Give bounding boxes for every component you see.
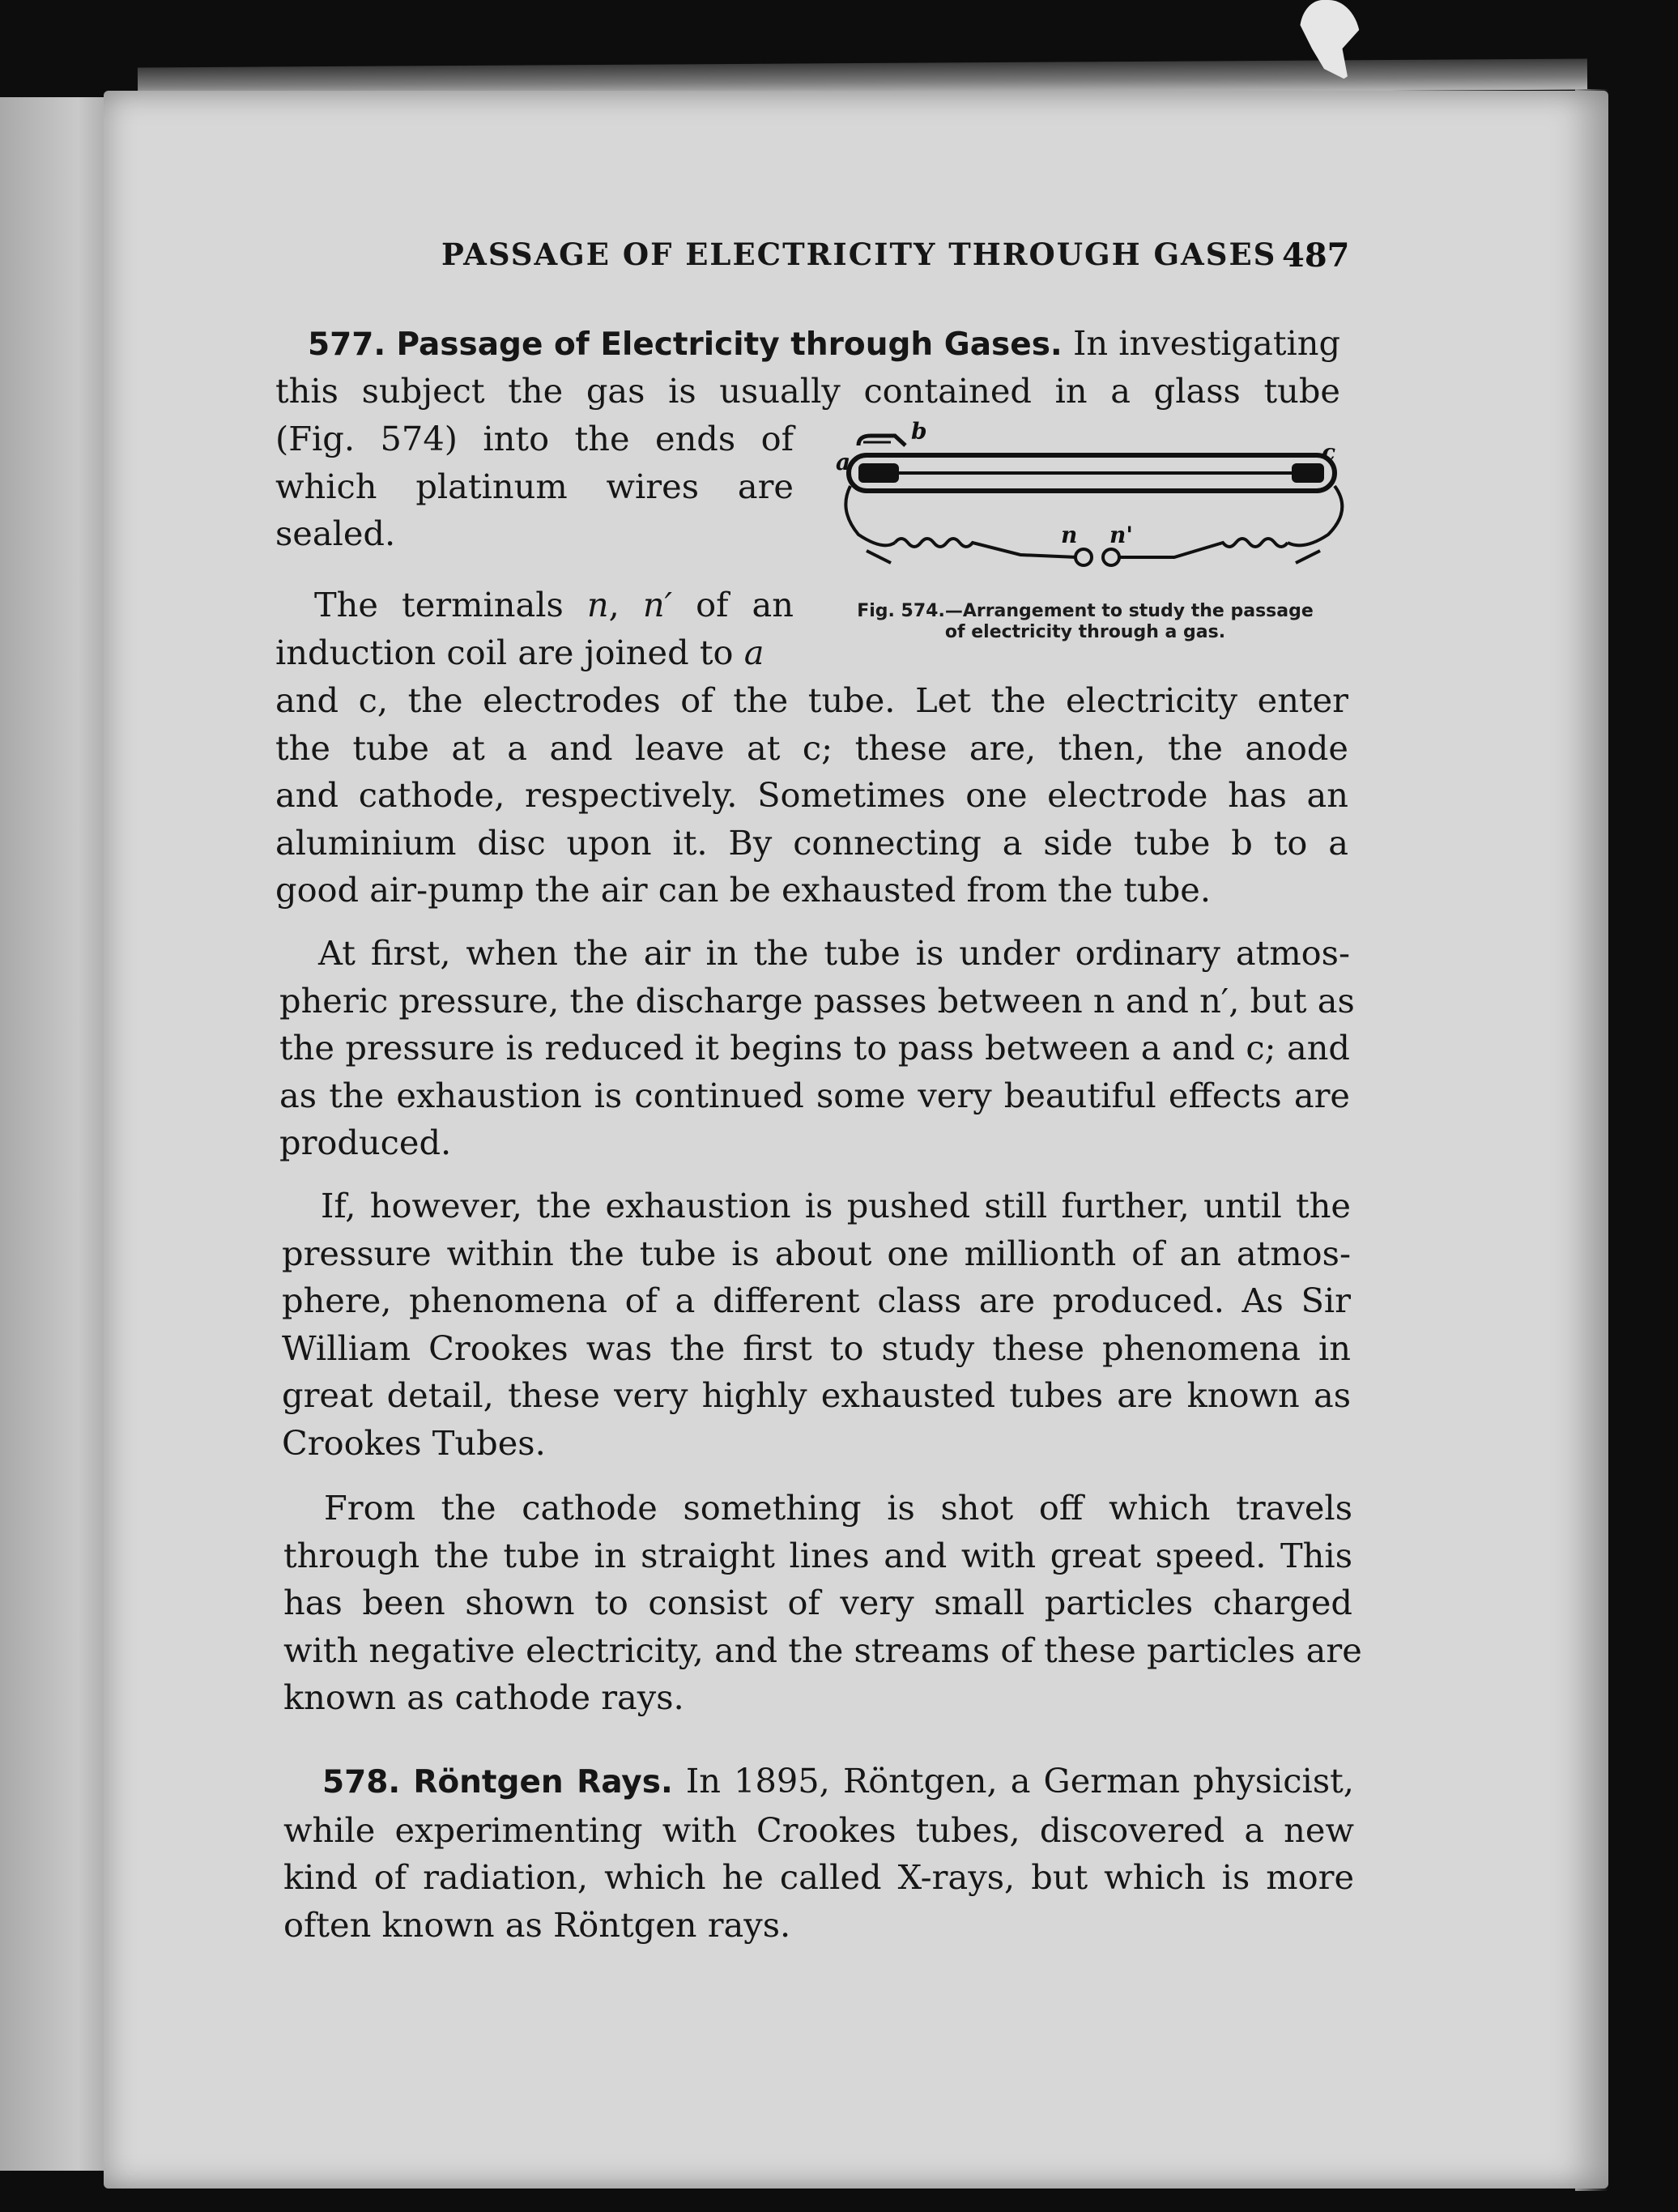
- text-line: If, however, the exhaustion is pushed still further, until the: [321, 1186, 1351, 1225]
- section-577: [308, 320, 1340, 369]
- text-run: induction coil are joined to: [275, 632, 744, 672]
- symbol-n-prime: n′: [642, 585, 673, 624]
- figure-caption: [818, 601, 1352, 643]
- text-line: sealed.: [275, 514, 396, 553]
- symbol-n: n: [586, 585, 609, 624]
- paragraph-crookes: [282, 1183, 1351, 1467]
- text-line: In 1895, Röntgen, a German physicist,: [685, 1761, 1354, 1801]
- paragraph-terminals: [275, 677, 1348, 914]
- text-line: while experimenting with Crookes tubes, discovered a new: [283, 1809, 1354, 1850]
- text-line: pheric pressure, the discharge passes between n and n′, but as: [279, 980, 1355, 1021]
- text-line: which platinum wires are: [275, 466, 794, 506]
- text-line: and c, the electrodes of the tube. Let the electricity enter: [275, 680, 1348, 720]
- coil-wires: [845, 486, 1342, 565]
- section-577-first-line: [308, 320, 1340, 369]
- running-header: PASSAGE OF ELECTRICITY THROUGH GASES: [441, 237, 1277, 272]
- section-number: 578.: [322, 1764, 401, 1801]
- text-line: known as cathode rays.: [283, 1677, 684, 1717]
- label-c: c: [1322, 439, 1336, 466]
- text-line: great detail, these very highly exhausted tubes are known as: [282, 1375, 1351, 1415]
- text-line: William Crookes was the first to study these phenomena in: [282, 1328, 1351, 1368]
- text-line: phere, phenomena of a different class are produced. As Sir: [282, 1281, 1351, 1320]
- text-run: of an: [672, 585, 794, 624]
- text-line: kind of radiation, which he called X-rays, but which is more: [283, 1857, 1354, 1897]
- label-b: b: [911, 421, 927, 445]
- text-line: In investigating: [1072, 323, 1341, 363]
- text-line: with negative electricity, and the streams of these particles are: [283, 1630, 1362, 1670]
- glass-tube: [849, 455, 1335, 491]
- section-heading: Röntgen Rays.: [413, 1764, 673, 1801]
- text-line: often known as Röntgen rays.: [283, 1904, 791, 1945]
- text-run: The terminals: [314, 585, 587, 624]
- side-tube-b: [858, 436, 905, 445]
- text-line: aluminium disc upon it. By connecting a side tube b to a: [275, 822, 1348, 863]
- text-line: as the exhaustion is continued some very beautiful effects are: [279, 1075, 1350, 1115]
- page-number: 487: [1282, 237, 1350, 275]
- text-line: this subject the gas is usually contained in a glass tube: [275, 371, 1340, 411]
- text-line: At first, when the air in the tube is under ordinary atmos-: [318, 933, 1350, 973]
- figure-574-diagram: [834, 421, 1352, 587]
- text-line: and cathode, respectively. Sometimes one electrode has an: [275, 775, 1348, 815]
- symbol-a: a: [743, 632, 764, 672]
- label-a: a: [836, 449, 851, 475]
- text-line: [275, 582, 794, 629]
- section-heading: Passage of Electricity through Gases.: [396, 326, 1063, 363]
- text-line: through the tube in straight lines and with great speed. This: [283, 1535, 1352, 1575]
- text-line: pressure within the tube is about one millionth of an atmos-: [282, 1233, 1351, 1273]
- text-line: Crookes Tubes.: [282, 1422, 546, 1463]
- text-line: From the cathode something is shot off which travels: [324, 1488, 1352, 1528]
- paragraph-cathode: [283, 1485, 1362, 1722]
- section-578: [283, 1758, 1354, 1949]
- section-578-first-line: [283, 1758, 1354, 1807]
- paragraph-terminals-narrow: [275, 582, 794, 676]
- text-line: the pressure is reduced it begins to pass between a and c; and: [279, 1028, 1350, 1068]
- text-line: good air-pump the air can be exhausted from the tube.: [275, 870, 1212, 910]
- paragraph-pressure: [279, 930, 1355, 1167]
- text-run: ,: [608, 585, 643, 624]
- caption-line: of electricity through a gas.: [944, 622, 1226, 642]
- section-577-body: [275, 368, 1340, 416]
- text-line: (Fig. 574) into the ends of: [275, 419, 794, 458]
- label-n-prime: n': [1109, 522, 1133, 548]
- label-n: n: [1061, 522, 1078, 548]
- text-line: the tube at a and leave at c; these are, then, the anode: [275, 727, 1348, 768]
- section-577-narrow: [275, 416, 794, 558]
- section-number: 577.: [308, 326, 386, 363]
- text-line: produced.: [279, 1123, 452, 1162]
- text-line: has been shown to consist of very small particles charged: [283, 1583, 1352, 1622]
- text-line: [275, 629, 794, 677]
- caption-line: Fig. 574.—Arrangement to study the passage: [857, 601, 1314, 621]
